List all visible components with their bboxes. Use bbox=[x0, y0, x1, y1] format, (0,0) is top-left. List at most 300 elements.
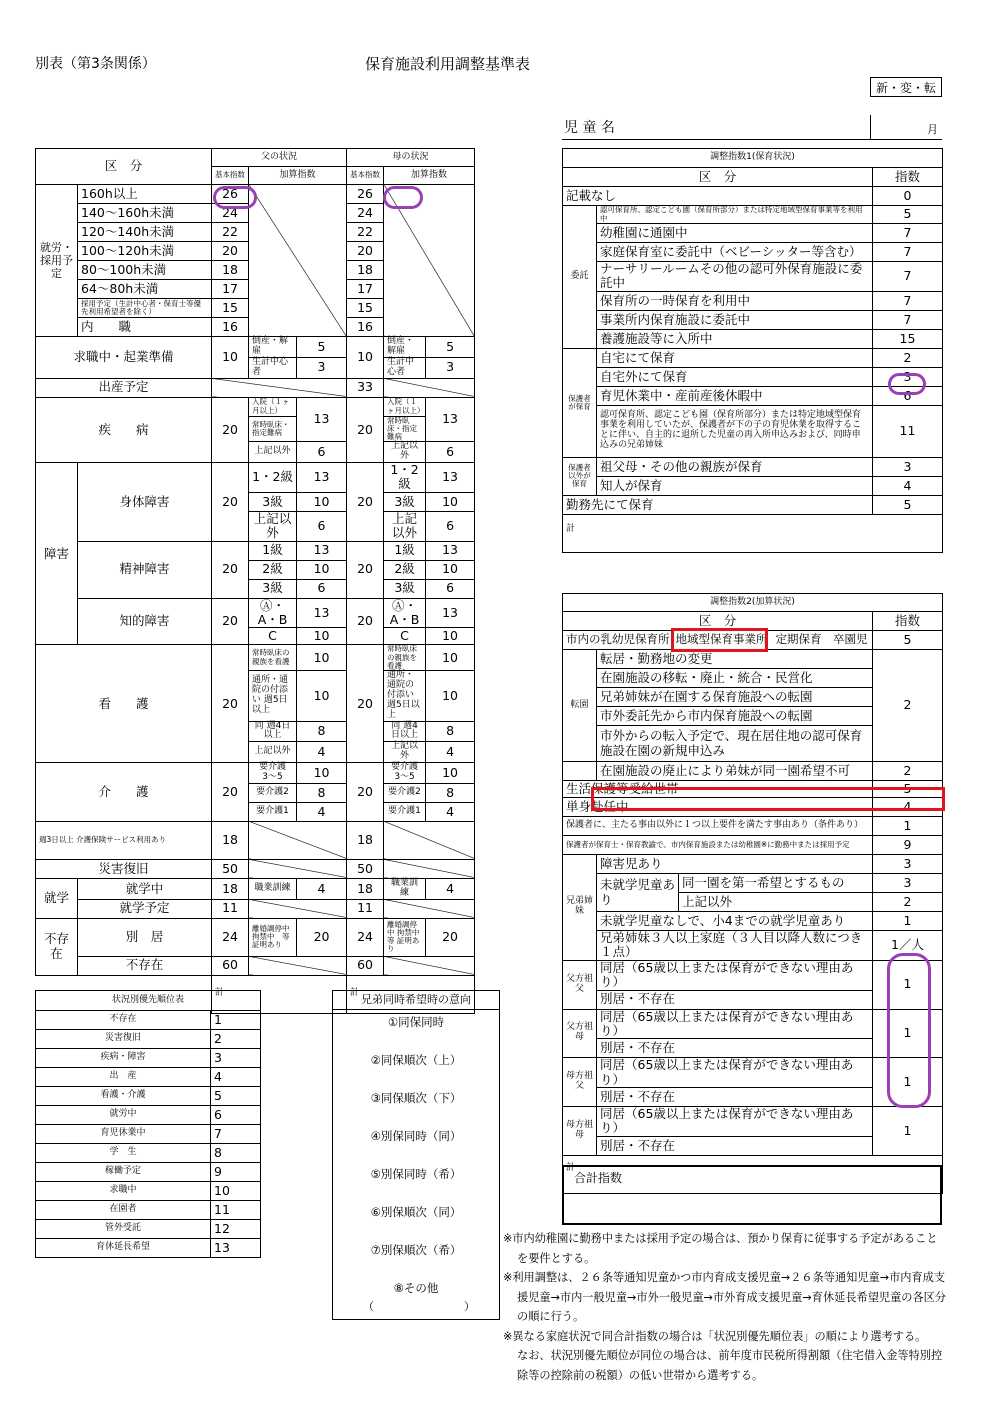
study-plan-mother-value: 11 bbox=[347, 899, 384, 918]
adj1-row-value: 7 bbox=[873, 291, 943, 310]
work-row-label: 160h以上 bbox=[78, 185, 212, 204]
priority-value: 11 bbox=[211, 1201, 261, 1220]
grade-value: 10 bbox=[297, 628, 347, 645]
adj1-row-label: 自宅にて保育 bbox=[597, 348, 873, 367]
adj1-row-value: 15 bbox=[873, 329, 943, 348]
study-plan-father-value: 11 bbox=[212, 899, 249, 918]
priority-label: 育児休業中 bbox=[36, 1125, 211, 1144]
sibling-option[interactable]: ①同保同時 bbox=[387, 1015, 445, 1029]
grade-value: 6 bbox=[426, 579, 475, 598]
adj2-group-label: 兄弟姉妹 bbox=[563, 855, 597, 961]
grade-label: 3級 bbox=[249, 492, 297, 511]
care-add-value: 10 bbox=[297, 671, 347, 721]
highlight-oval bbox=[213, 186, 257, 209]
grade-label: 上記以外 bbox=[384, 511, 426, 541]
adj2-row-label: 別居・不存在 bbox=[597, 1088, 873, 1107]
adj2-header: 区 分 bbox=[563, 612, 873, 631]
nursing-label: 介 護 bbox=[36, 763, 212, 822]
absent-father-value: 60 bbox=[212, 956, 249, 975]
disaster-mother-value: 50 bbox=[347, 859, 384, 878]
care-add-value: 10 bbox=[297, 645, 347, 671]
adj1-row-value: 7 bbox=[873, 224, 943, 243]
priority-label: 就労中 bbox=[36, 1106, 211, 1125]
adj2-row-label: 転居・勤務地の変更 bbox=[597, 650, 873, 669]
grade-value: 13 bbox=[297, 463, 347, 493]
highlight-box bbox=[671, 628, 768, 652]
priority-label: 育休延長希望 bbox=[36, 1239, 211, 1258]
adj2-row-label: 保護者に、主たる事由以外に１つ以上要件を満たす事由あり（条件あり） bbox=[563, 817, 873, 836]
adj1-row-value: 2 bbox=[873, 348, 943, 367]
adj2-row-label: 同居（65歳以上または保育ができない理由あり） bbox=[597, 1107, 873, 1137]
adj2-group-label: 父方祖母 bbox=[563, 1009, 597, 1058]
grade-value: 10 bbox=[426, 492, 475, 511]
priority-value: 5 bbox=[211, 1087, 261, 1106]
grade-label: 3級 bbox=[384, 579, 426, 598]
adj2-row-label: 上記以外 bbox=[679, 893, 873, 912]
work-group-label: 就労・採用予定 bbox=[36, 185, 78, 337]
sibling-title: 兄弟同時希望時の意向 bbox=[333, 991, 499, 1010]
work-mother-value: 17 bbox=[347, 280, 384, 299]
adj1-row-label: 勤務先にて保育 bbox=[563, 495, 873, 514]
adj1-header: 区 分 bbox=[563, 168, 873, 187]
intellectual-label: 知的障害 bbox=[78, 598, 212, 645]
illness-add-label: 入院（１ヶ月以上） bbox=[384, 397, 426, 416]
adjustment-table-2 bbox=[562, 593, 943, 1194]
job-label: 求職中・起業準備 bbox=[36, 337, 212, 379]
sibling-option[interactable]: ③同保順次（下） bbox=[370, 1091, 462, 1105]
nursing-add-label: 要介護2 bbox=[249, 783, 297, 802]
nursing-add-value: 4 bbox=[426, 802, 475, 821]
birth-label: 出産予定 bbox=[36, 378, 212, 397]
service-label: 週3日以上 介護保険サービス利用あり bbox=[36, 821, 212, 859]
adj1-row-label: 家庭保育室に委託中（ベビーシッター等含む） bbox=[597, 243, 873, 262]
job-add-value: 3 bbox=[426, 357, 475, 378]
job-add-label: 倒産・解雇 bbox=[384, 337, 426, 358]
priority-value: 4 bbox=[211, 1068, 261, 1087]
adj2-row-label: 同居（65歳以上または保育ができない理由あり） bbox=[597, 1058, 873, 1088]
sibling-option[interactable]: ②同保順次（上） bbox=[370, 1053, 462, 1067]
illness-add-label: 入院（１ヶ月以上） bbox=[249, 397, 297, 416]
adj1-row-label: 育児休業中・産前産後休暇中 bbox=[597, 386, 873, 405]
highlight-oval bbox=[888, 373, 926, 395]
grade-value: 10 bbox=[426, 560, 475, 579]
grade-value: 10 bbox=[297, 560, 347, 579]
grade-label: 3級 bbox=[384, 492, 426, 511]
header-kasan: 加算指数 bbox=[384, 167, 475, 185]
header-kubun: 区 分 bbox=[36, 149, 212, 185]
adj1-row-label: ナーサリールームその他の認可外保育施設に委託中 bbox=[597, 262, 873, 292]
grand-total-box[interactable] bbox=[562, 1165, 942, 1225]
job-father-value: 10 bbox=[212, 337, 249, 379]
adj1-total-field[interactable]: 計 bbox=[563, 514, 943, 552]
grade-label: 1級 bbox=[249, 541, 297, 560]
adj2-row-label: 同居（65歳以上または保育ができない理由あり） bbox=[597, 1009, 873, 1039]
intellectual-father-value: 20 bbox=[212, 598, 249, 645]
care-add-label: 通所・通院の付添い 週5日以上 bbox=[384, 671, 426, 721]
illness-father-value: 20 bbox=[212, 397, 249, 463]
adj2-row-value: 1／人 bbox=[873, 931, 943, 961]
separate-add-label: 離婚調停中 拘禁中 等 証明あり bbox=[384, 918, 426, 956]
adj1-row-value: 6 bbox=[873, 386, 943, 405]
work-father-value: 26 bbox=[212, 185, 249, 204]
nursing-add-value: 8 bbox=[426, 783, 475, 802]
grade-label: Ⓐ・A・B bbox=[384, 598, 426, 628]
training-value: 4 bbox=[426, 878, 475, 899]
adj2-group-label: 母方祖父 bbox=[563, 1058, 597, 1107]
header-kihon: 基本指数 bbox=[212, 167, 249, 185]
grade-value: 10 bbox=[297, 492, 347, 511]
nursing-add-label: 要介護2 bbox=[384, 783, 426, 802]
nursing-add-label: 要介護1 bbox=[384, 802, 426, 821]
adj2-group-label: 転園 bbox=[563, 650, 597, 762]
grade-value: 13 bbox=[426, 598, 475, 628]
adj1-group-label: 保護者以外が保育 bbox=[563, 457, 597, 495]
nursing-add-label: 要介護1 bbox=[249, 802, 297, 821]
note: ※市内幼稚園に勤務中または採用予定の場合は、預かり保育に従事する予定があることを要件とする。 bbox=[503, 1232, 938, 1265]
disaster-label: 災害復旧 bbox=[36, 859, 212, 878]
note: ※異なる家庭状況で同合計指数の場合は「状況別優先順位表」の順により選考する。 bbox=[503, 1329, 927, 1343]
grade-label: C bbox=[384, 628, 426, 645]
grade-value: 6 bbox=[297, 511, 347, 541]
adj2-row-value: 3 bbox=[873, 874, 943, 893]
adj2-row-value: 2 bbox=[873, 762, 943, 781]
adj2-row-label: 兄弟姉妹が在園する保育施設への転園 bbox=[597, 688, 873, 707]
illness-add-value: 13 bbox=[297, 397, 347, 442]
grade-label: 1・2級 bbox=[384, 463, 426, 493]
work-father-value: 15 bbox=[212, 299, 249, 318]
care-add-value: 4 bbox=[297, 742, 347, 763]
study-group-label: 就学 bbox=[36, 878, 78, 918]
grade-label: 1級 bbox=[384, 541, 426, 560]
priority-value: 8 bbox=[211, 1144, 261, 1163]
work-mother-value: 22 bbox=[347, 223, 384, 242]
adj1-row-value: 0 bbox=[873, 187, 943, 206]
sibling-option[interactable]: ⑥別保順次（同） bbox=[370, 1205, 462, 1219]
adj2-row-label: 同一園を第一希望とするもの bbox=[679, 874, 873, 893]
illness-add-label: 常時臥床・指定難病 bbox=[249, 416, 297, 442]
adj1-title: 調整指数1(保育状況) bbox=[563, 149, 943, 168]
adj1-row-value: 7 bbox=[873, 310, 943, 329]
care-mother-value: 20 bbox=[347, 645, 384, 763]
header-mother: 母の状況 bbox=[347, 149, 475, 167]
adj1-index-header: 指数 bbox=[873, 168, 943, 187]
adj2-row-label: 市外委託先から市内保育施設への転園 bbox=[597, 707, 873, 726]
adj2-row-label: 在園施設の移転・廃止・統合・民営化 bbox=[597, 669, 873, 688]
adj2-title: 調整指数2(加算状況) bbox=[563, 594, 943, 612]
work-father-value: 17 bbox=[212, 280, 249, 299]
adj2-row-value: 3 bbox=[873, 855, 943, 874]
adjustment-table-1 bbox=[562, 148, 943, 553]
absent-group-label: 不存在 bbox=[36, 918, 78, 975]
annex-label: 別表（第3条関係） bbox=[35, 56, 156, 72]
nursing-add-value: 4 bbox=[297, 802, 347, 821]
illness-add-label: 上記以外 bbox=[384, 442, 426, 463]
care-add-label: 同 週4日以上 bbox=[384, 721, 426, 742]
priority-value: 3 bbox=[211, 1049, 261, 1068]
absent-label: 不存在 bbox=[78, 956, 212, 975]
adj1-row-label: 祖父母・その他の親族が保育 bbox=[597, 457, 873, 476]
job-mother-value: 10 bbox=[347, 337, 384, 379]
highlight-oval bbox=[383, 186, 423, 209]
nursing-add-value: 10 bbox=[297, 763, 347, 784]
work-father-value: 22 bbox=[212, 223, 249, 242]
care-add-value: 10 bbox=[426, 645, 475, 671]
sibling-other-field[interactable]: （ ） bbox=[363, 1300, 475, 1313]
birth-mother-value: 33 bbox=[347, 378, 384, 397]
adj2-row-value: 9 bbox=[873, 836, 943, 855]
grade-label: 3級 bbox=[249, 579, 297, 598]
adj1-row-value: 7 bbox=[873, 243, 943, 262]
grade-label: 2級 bbox=[384, 560, 426, 579]
study-mother-value: 18 bbox=[347, 878, 384, 899]
month-label: 月 bbox=[927, 123, 938, 136]
adj2-row-label: 市内の乳幼児保育所 地域型保育事業所 定期保育 卒園児 bbox=[563, 631, 873, 650]
adj2-row-label: 別居・不存在 bbox=[597, 990, 873, 1009]
care-add-label: 通所・通院の付添い 週5日以上 bbox=[249, 671, 297, 721]
study-label: 就学中 bbox=[78, 878, 212, 899]
priority-label: 不存在 bbox=[36, 1011, 211, 1030]
illness-add-value: 13 bbox=[426, 397, 475, 442]
adj1-row-label: 幼稚園に通園中 bbox=[597, 224, 873, 243]
mental-label: 精神障害 bbox=[78, 541, 212, 598]
mental-father-value: 20 bbox=[212, 541, 249, 598]
adj2-row-label: 未就学児童なしで、小4までの就学児童あり bbox=[597, 912, 873, 931]
adj1-row-value: 3 bbox=[873, 367, 943, 386]
adj2-row-label: 生活保護等受給世帯 bbox=[563, 781, 873, 798]
header-kihon: 基本指数 bbox=[347, 167, 384, 185]
adj1-row-value: 5 bbox=[873, 206, 943, 224]
separate-father-value: 24 bbox=[212, 918, 249, 956]
adj2-index-header: 指数 bbox=[873, 612, 943, 631]
highlight-box bbox=[591, 787, 945, 811]
adj2-row-label: 別居・不存在 bbox=[597, 1039, 873, 1058]
job-add-value: 3 bbox=[297, 357, 347, 378]
adj2-row-label: 障害児あり bbox=[597, 855, 873, 874]
grade-label: C bbox=[249, 628, 297, 645]
illness-add-value: 6 bbox=[426, 442, 475, 463]
adj2-row-value: 2 bbox=[873, 650, 943, 762]
adj2-row-value: 2 bbox=[873, 893, 943, 912]
father-total-field[interactable]: 計 bbox=[212, 975, 347, 1013]
sibling-option[interactable]: ⑧その他 bbox=[393, 1281, 439, 1295]
job-add-value: 5 bbox=[297, 337, 347, 358]
adj1-row-label: 認可保育所、認定こども園（保育所部分）または特定地域型保育事業等を利用中 bbox=[597, 206, 873, 224]
child-name-field[interactable] bbox=[562, 115, 942, 140]
adj1-group-label: 保護者が保育 bbox=[563, 348, 597, 457]
training-value: 4 bbox=[297, 878, 347, 899]
job-add-label: 倒産・解雇 bbox=[249, 337, 297, 358]
work-row-label: 100〜120h未満 bbox=[78, 242, 212, 261]
work-row-label: 140〜160h未満 bbox=[78, 204, 212, 223]
job-add-label: 生計中心者 bbox=[384, 357, 426, 378]
priority-value: 6 bbox=[211, 1106, 261, 1125]
job-add-label: 生計中心者 bbox=[249, 357, 297, 378]
adj1-row-label: 記載なし bbox=[563, 187, 873, 206]
work-mother-value: 18 bbox=[347, 261, 384, 280]
work-father-value: 16 bbox=[212, 318, 249, 337]
physical-label: 身体障害 bbox=[78, 463, 212, 542]
nursing-add-value: 10 bbox=[426, 763, 475, 784]
main-index-table bbox=[35, 148, 550, 1014]
mental-mother-value: 20 bbox=[347, 541, 384, 598]
work-father-value: 18 bbox=[212, 261, 249, 280]
grade-label: 1・2級 bbox=[249, 463, 297, 493]
work-mother-value: 24 bbox=[347, 204, 384, 223]
work-mother-value: 20 bbox=[347, 242, 384, 261]
priority-label: 出 産 bbox=[36, 1068, 211, 1087]
header-father: 父の状況 bbox=[212, 149, 347, 167]
care-label: 看 護 bbox=[36, 645, 212, 763]
priority-value: 1 bbox=[211, 1011, 261, 1030]
priority-value: 2 bbox=[211, 1030, 261, 1049]
adj2-row-label: 兄弟姉妹３人以上家庭（３人目以降人数につき１点） bbox=[597, 931, 873, 961]
work-row-label: 64〜80h未満 bbox=[78, 280, 212, 299]
separate-label: 別 居 bbox=[78, 918, 212, 956]
priority-label: 看護・介護 bbox=[36, 1087, 211, 1106]
intellectual-mother-value: 20 bbox=[347, 598, 384, 645]
sibling-option[interactable]: ④別保同時（同） bbox=[370, 1129, 462, 1143]
priority-label: 稼働予定 bbox=[36, 1163, 211, 1182]
work-row-label: 採用予定（生計中心者・保育士等優先利用希望者を除く） bbox=[78, 299, 212, 318]
service-mother-value: 18 bbox=[347, 821, 384, 859]
adj1-row-label: 事業所内保育施設に委託中 bbox=[597, 310, 873, 329]
physical-mother-value: 20 bbox=[347, 463, 384, 542]
grade-label: Ⓐ・A・B bbox=[249, 598, 297, 628]
care-add-label: 常時臥床の親族を看護 bbox=[384, 645, 426, 671]
illness-add-value: 6 bbox=[297, 442, 347, 463]
adj2-row-value: 1 bbox=[873, 1107, 943, 1156]
work-mother-value: 16 bbox=[347, 318, 384, 337]
study-father-value: 18 bbox=[212, 878, 249, 899]
grade-value: 13 bbox=[426, 541, 475, 560]
adj2-group-label: 父方祖父 bbox=[563, 960, 597, 1009]
nursing-add-value: 8 bbox=[297, 783, 347, 802]
absent-mother-value: 60 bbox=[347, 956, 384, 975]
priority-label: 疾病・障害 bbox=[36, 1049, 211, 1068]
illness-add-label: 常時臥床・指定難病 bbox=[384, 416, 426, 442]
adj2-row-value: 1 bbox=[873, 1009, 943, 1058]
priority-table bbox=[35, 990, 261, 1258]
priority-label: 管外受託 bbox=[36, 1220, 211, 1239]
illness-add-label: 上記以外 bbox=[249, 442, 297, 463]
notes bbox=[503, 1229, 947, 1385]
adj1-row-value: 4 bbox=[873, 476, 943, 495]
priority-value: 9 bbox=[211, 1163, 261, 1182]
adj1-row-value: 7 bbox=[873, 262, 943, 292]
sibling-option[interactable]: ⑤別保同時（希） bbox=[370, 1167, 462, 1181]
highlight-oval bbox=[887, 953, 931, 1108]
sibling-intention-box bbox=[332, 990, 500, 1320]
note: なお、状況別優先順位が同位の場合は、前年度市民税所得割額（住宅借入金等特別控除等の控除前の税額）の低い世帯から選考する。 bbox=[517, 1349, 943, 1382]
nursing-mother-value: 20 bbox=[347, 763, 384, 822]
nursing-add-label: 要介護3〜5 bbox=[249, 763, 297, 784]
separate-add-value: 20 bbox=[297, 918, 347, 956]
work-father-value: 24 bbox=[212, 204, 249, 223]
care-father-value: 20 bbox=[212, 645, 249, 763]
priority-value: 10 bbox=[211, 1182, 261, 1201]
study-plan-label: 就学予定 bbox=[78, 899, 212, 918]
grade-value: 6 bbox=[297, 579, 347, 598]
work-row-label: 内 職 bbox=[78, 318, 212, 337]
adj2-row-value: 1 bbox=[873, 817, 943, 836]
sibling-option[interactable]: ⑦別保順次（希） bbox=[370, 1243, 462, 1257]
grade-value: 13 bbox=[426, 463, 475, 493]
grade-value: 10 bbox=[426, 628, 475, 645]
separate-add-value: 20 bbox=[426, 918, 475, 956]
grade-label: 2級 bbox=[249, 560, 297, 579]
illness-mother-value: 20 bbox=[347, 397, 384, 463]
work-row-label: 120〜140h未満 bbox=[78, 223, 212, 242]
adj2-row-value: 5 bbox=[873, 631, 943, 650]
service-father-value: 18 bbox=[212, 821, 249, 859]
grade-value: 13 bbox=[297, 598, 347, 628]
adj2-row-label: 別居・不存在 bbox=[597, 1136, 873, 1155]
adj2-row-value: 1 bbox=[873, 960, 943, 1009]
priority-label: 求職中 bbox=[36, 1182, 211, 1201]
adj1-row-label: 知人が保育 bbox=[597, 476, 873, 495]
care-add-label: 常時臥床の親族を看護 bbox=[249, 645, 297, 671]
priority-value: 12 bbox=[211, 1220, 261, 1239]
care-add-value: 4 bbox=[426, 742, 475, 763]
priority-label: 在園者 bbox=[36, 1201, 211, 1220]
care-add-label: 上記以外 bbox=[384, 742, 426, 763]
adj2-total-field[interactable]: 計 bbox=[563, 1155, 943, 1193]
work-mother-value: 26 bbox=[347, 185, 384, 204]
adj2-row-label: 市外からの転入予定で、現在居住地の認可保育施設在園の新規申込み bbox=[597, 726, 873, 762]
care-add-label: 上記以外 bbox=[249, 742, 297, 763]
training-label: 職業訓練 bbox=[384, 878, 426, 899]
disability-group-label: 障害 bbox=[36, 463, 78, 645]
nursing-add-label: 要介護3〜5 bbox=[384, 763, 426, 784]
adj1-row-label: 自宅外にて保育 bbox=[597, 367, 873, 386]
adj1-row-value: 5 bbox=[873, 495, 943, 514]
separate-add-label: 離婚調停中 拘禁中 等 証明あり bbox=[249, 918, 297, 956]
adj2-group-label: 母方祖母 bbox=[563, 1107, 597, 1156]
child-name-label: 児 童 名 bbox=[564, 120, 615, 136]
illness-label: 疾 病 bbox=[36, 397, 212, 463]
disaster-father-value: 50 bbox=[212, 859, 249, 878]
priority-label: 災害復旧 bbox=[36, 1030, 211, 1049]
adj1-row-label: 養護施設等に入所中 bbox=[597, 329, 873, 348]
work-mother-value: 15 bbox=[347, 299, 384, 318]
priority-value: 7 bbox=[211, 1125, 261, 1144]
work-father-value: 20 bbox=[212, 242, 249, 261]
page-title: 保育施設利用調整基準表 bbox=[365, 55, 531, 73]
type-box[interactable]: 新・変・転 bbox=[870, 77, 942, 97]
care-add-value: 8 bbox=[297, 721, 347, 742]
adj2-row-value: 1 bbox=[873, 1058, 943, 1107]
work-row-label: 80〜100h未満 bbox=[78, 261, 212, 280]
priority-title: 状況別優先順位表 bbox=[36, 991, 261, 1011]
physical-father-value: 20 bbox=[212, 463, 249, 542]
care-add-value: 10 bbox=[426, 671, 475, 721]
grade-value: 13 bbox=[297, 541, 347, 560]
adj1-row-value: 11 bbox=[873, 405, 943, 457]
adj2-row-value: 1 bbox=[873, 912, 943, 931]
adj1-row-label: 認可保育所、認定こども園（保育所部分）または特定地域型保育事業を利用していたが、保護者が下の子の育児休業を取得することに伴い、自主的に退所した児童の再入所申込みおよび、同時申込みの兄弟姉妹 bbox=[597, 405, 873, 457]
grade-value: 6 bbox=[426, 511, 475, 541]
adj2-row-label: 在園施設の廃止により弟妹が同一園希望不可 bbox=[597, 762, 873, 781]
adj2-row-label: 保護者が保育士・保育教諭で、市内保育施設または幼稚園※に勤務中または採用予定 bbox=[563, 836, 873, 855]
adj2-row-label: 未就学児童あり bbox=[597, 874, 679, 912]
adj2-row-label: 単身赴任中 bbox=[563, 798, 873, 817]
header-kasan: 加算指数 bbox=[249, 167, 347, 185]
mother-total-field[interactable]: 計 bbox=[347, 975, 475, 1013]
training-label: 職業訓練 bbox=[249, 878, 297, 899]
adj2-row-value: 4 bbox=[873, 798, 943, 817]
adj2-row-value: 5 bbox=[873, 781, 943, 798]
adj1-row-value: 3 bbox=[873, 457, 943, 476]
